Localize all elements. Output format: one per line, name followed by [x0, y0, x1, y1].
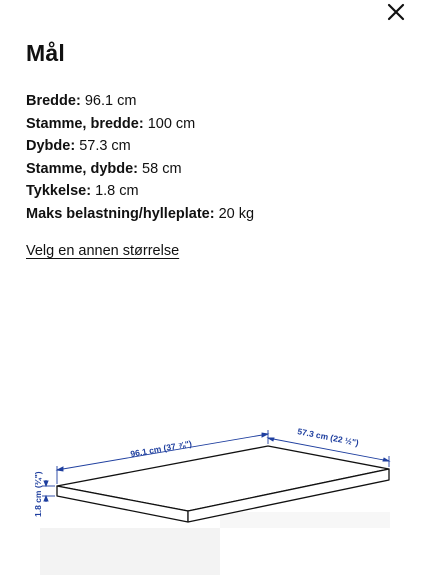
- shelf-dimension-illustration: [0, 400, 424, 575]
- dimension-list: [26, 90, 254, 226]
- spec-value: 20 kg: [218, 205, 255, 222]
- depth-label: 57.3 cm (22 ½"): [296, 426, 360, 448]
- spec-frame-depth: [26, 158, 254, 181]
- thickness-label: 1.8 cm (¾"): [33, 471, 43, 517]
- spec-depth: [26, 135, 254, 158]
- shelf-board: [57, 446, 389, 522]
- spec-label: Maks belastning/hylleplate:: [26, 205, 215, 222]
- spec-value: 57.3 cm: [79, 138, 131, 155]
- spec-label: Bredde:: [26, 93, 81, 109]
- spec-label: Dybde:: [26, 138, 76, 155]
- spec-value: 1.8 cm: [95, 183, 139, 200]
- spec-value: 100 cm: [147, 115, 196, 132]
- spec-label: Stamme, bredde:: [26, 115, 144, 132]
- width-label: 96.1 cm (37 ⅞"): [129, 438, 193, 459]
- spec-value: 58 cm: [142, 160, 182, 177]
- shadow: [40, 528, 220, 575]
- spec-width: [26, 90, 254, 113]
- spec-frame-width: [26, 113, 254, 136]
- spec-label: Tykkelse:: [26, 183, 92, 200]
- spec-value: 96.1 cm: [84, 93, 137, 109]
- thickness-dimension: [42, 480, 55, 502]
- dialog-title: Mål: [26, 40, 65, 66]
- spec-label: Stamme, dybde:: [26, 160, 138, 177]
- close-button[interactable]: [382, 0, 410, 26]
- choose-other-size-link[interactable]: Velg en annen størrelse: [26, 243, 180, 259]
- shadow: [220, 512, 390, 528]
- spec-thickness: [26, 180, 254, 203]
- close-icon: [387, 3, 405, 21]
- spec-max-load: [26, 203, 254, 226]
